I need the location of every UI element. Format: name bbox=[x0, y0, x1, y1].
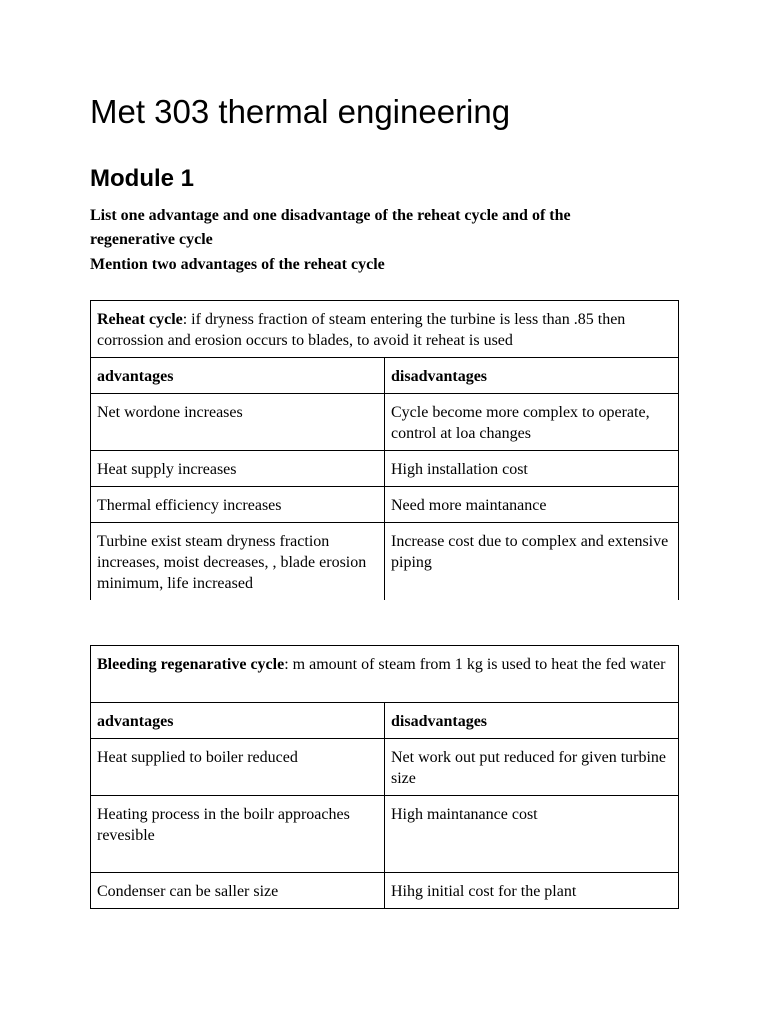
disadvantage-cell: Need more maintanance bbox=[385, 487, 679, 523]
disadvantage-cell: Hihg initial cost for the plant bbox=[385, 873, 679, 909]
table-row bbox=[91, 873, 679, 909]
table-row bbox=[91, 796, 679, 873]
table-row bbox=[91, 451, 679, 487]
table-header-row bbox=[91, 358, 679, 394]
advantage-cell: Condenser can be saller size bbox=[91, 873, 385, 909]
header-disadvantages: disadvantages bbox=[385, 703, 679, 739]
advantage-cell: Net wordone increases bbox=[91, 394, 385, 451]
advantage-cell: Heat supply increases bbox=[91, 451, 385, 487]
regen-term: Bleeding regenarative cycle bbox=[97, 656, 285, 673]
module-heading: Module 1 bbox=[90, 165, 195, 192]
regenerative-cycle-table bbox=[90, 645, 679, 909]
reheat-definition-cell bbox=[91, 301, 679, 358]
reheat-definition: : if dryness fraction of steam entering the turbine is less than .85 then corrossion and erosion occurs to blades, to avoid it reheat is used bbox=[97, 311, 626, 349]
question-1: List one advantage and one disadvantage of the reheat cycle and of the regenerative cycle bbox=[90, 207, 571, 248]
reheat-cycle-table bbox=[90, 300, 679, 600]
advantage-cell: Turbine exist steam dryness fraction increases, moist decreases, , blade erosion minimum, life increased bbox=[91, 523, 385, 601]
table-row bbox=[91, 487, 679, 523]
table-row bbox=[91, 739, 679, 796]
reheat-term: Reheat cycle bbox=[97, 311, 183, 328]
header-disadvantages: disadvantages bbox=[385, 358, 679, 394]
header-advantages: advantages bbox=[91, 703, 385, 739]
disadvantage-cell: Increase cost due to complex and extensive piping bbox=[385, 523, 679, 601]
regen-definition: : m amount of steam from 1 kg is used to heat the fed water bbox=[284, 656, 666, 673]
advantage-cell: Heating process in the boilr approaches revesible bbox=[91, 796, 385, 873]
regen-definition-cell bbox=[91, 646, 679, 703]
advantage-cell: Heat supplied to boiler reduced bbox=[91, 739, 385, 796]
question-2: Mention two advantages of the reheat cycle bbox=[90, 256, 385, 273]
table-title-row bbox=[91, 646, 679, 703]
disadvantage-cell: High installation cost bbox=[385, 451, 679, 487]
header-advantages: advantages bbox=[91, 358, 385, 394]
table-header-row bbox=[91, 703, 679, 739]
disadvantage-cell: High maintanance cost bbox=[385, 796, 679, 873]
table-row bbox=[91, 523, 679, 601]
disadvantage-cell: Cycle become more complex to operate, control at loa changes bbox=[385, 394, 679, 451]
table-title-row bbox=[91, 301, 679, 358]
document-title: Met 303 thermal engineering bbox=[90, 93, 511, 130]
disadvantage-cell: Net work out put reduced for given turbine size bbox=[385, 739, 679, 796]
table-row bbox=[91, 394, 679, 451]
advantage-cell: Thermal efficiency increases bbox=[91, 487, 385, 523]
